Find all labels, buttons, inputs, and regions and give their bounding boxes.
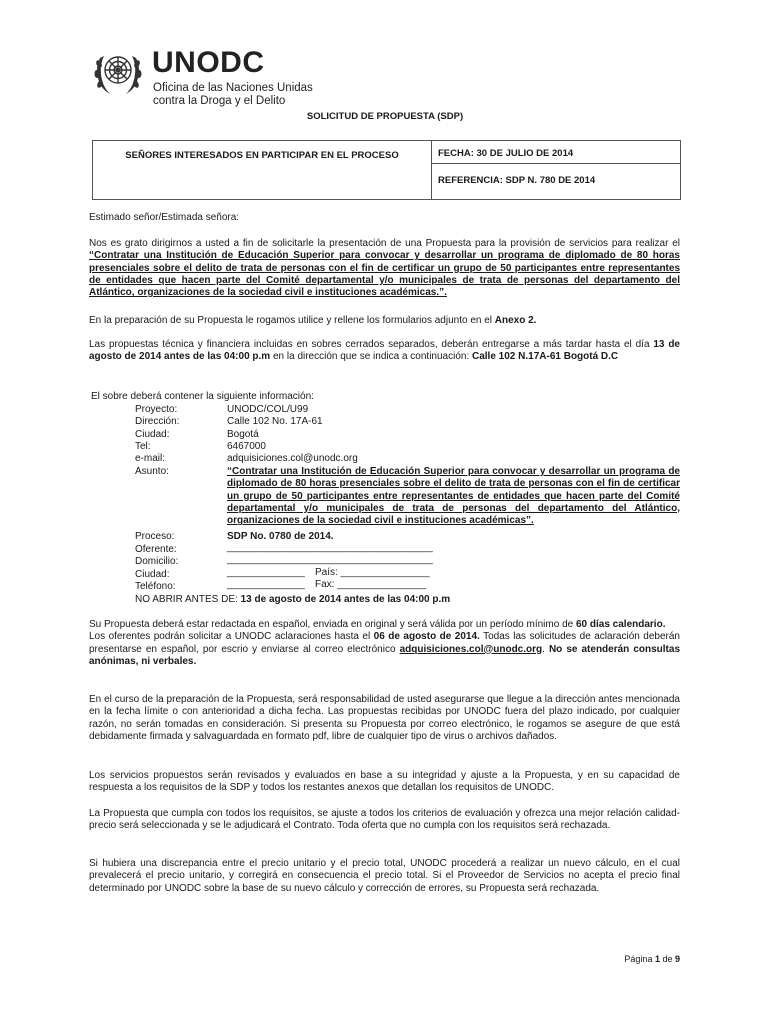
no-abrir-line: NO ABRIR ANTES DE: 13 de agosto de 2014 antes de las 04:00 p.m [135, 594, 451, 605]
date-text: FECHA: 30 DE JULIO DE 2014 [438, 148, 574, 159]
unodc-logo [90, 44, 330, 110]
telefono-field: ______________ [227, 579, 305, 590]
header-table-date-cell [432, 141, 680, 164]
paragraph-anexo: En la preparación de su Propuesta le rogamos utilice y rellene los formularios adjunto en el Anexo 2. [89, 315, 537, 326]
ciudad-value: Bogotá [227, 429, 259, 440]
un-emblem-icon [90, 44, 146, 100]
ciudad2-label: Ciudad: [135, 569, 170, 580]
ciudad-label: Ciudad: [135, 429, 170, 440]
oferente-label: Oferente: [135, 544, 177, 555]
proyecto-label: Proyecto: [135, 404, 178, 415]
paragraph-selection: La Propuesta que cumpla con todos los requisitos, se ajuste a todos los criterios de evaluación y ofrezca una mejor relación calidad-precio será seleccionada y se le adjudicará el Contrato. Toda oferta que no cumpla con los requisitos será rechazada. [89, 808, 680, 832]
proceso-value: SDP No. 0780 de 2014. [227, 531, 334, 542]
proceso-label: Proceso: [135, 531, 175, 542]
email-link[interactable]: adquisiciones.col@unodc.org [399, 643, 543, 655]
domicilio-label: Domicilio: [135, 556, 179, 567]
logo-line-1: Oficina de las Naciones Unidas [153, 82, 313, 94]
oferente-field: _____________________________________ [227, 542, 433, 553]
header-table [92, 140, 681, 200]
logo-line-2: contra la Droga y el Delito [153, 95, 286, 107]
proyecto-value: UNODC/COL/U99 [227, 404, 309, 415]
page-number: Página 1 de 9 [624, 954, 680, 964]
ciudad2-field: ______________ [227, 567, 305, 578]
envelope-intro: El sobre deberá contener la siguiente información: [91, 391, 314, 402]
addressee-text: SEÑORES INTERESADOS EN PARTICIPAR EN EL PROCESO [125, 150, 399, 161]
domicilio-field: _____________________________________ [227, 554, 433, 565]
direccion-value: Calle 102 No. 17A-61 [227, 416, 323, 427]
asunto-value: “Contratar una Institución de Educación Superior para convocar y desarrollar un programa de diplomado de 80 horas presenciales sobre el delito de trata de personas con el fin de certificar un grupo de 50 participantes entre representantes de entidades que hacen parte del Comité departamental y/o municipales de trata de personas del departamento del Atlántico, organizaciones de la sociedad civil e instituciones académicas”. [227, 466, 680, 527]
tel-value: 6467000 [227, 441, 266, 452]
header-table-left-cell [93, 141, 432, 199]
service-title: “Contratar una Institución de Educación Superior para convocar y desarrollar un programa de diplomado de 80 horas presenciales sobre el delito de trata de personas con el fin de certificar un grupo de 50 participantes entre representantes de entidades que hacen parte del Comité departamental y/o municipales de trata de personas del departamento del Atlántico, organizaciones de la sociedad civil e instituciones académicas.”. [89, 250, 680, 299]
reference-text: REFERENCIA: SDP N. 780 DE 2014 [438, 175, 596, 186]
email-value: adquisiciones.col@unodc.org [227, 453, 358, 464]
email-label: e-mail: [135, 453, 166, 464]
greeting: Estimado señor/Estimada señora: [89, 212, 240, 223]
paragraph-discrepancy: Si hubiera una discrepancia entre el precio unitario y el precio total, UNODC procederá a realizar un nuevo cálculo, en el cual prevalecerá el precio unitario, y corregirá en consecuencia el precio total. Si el Proveedor de Servicios no acepta el precio final determinado por UNODC sobre la base de su nuevo cálculo y corrección de errores, su Propuesta será rechazada. [89, 858, 680, 894]
telefono-label: Teléfono: [135, 581, 176, 592]
paragraph-responsibility: En el curso de la preparación de la Propuesta, será responsabilidad de usted asegurarse que llegue a la dirección antes mencionada en la fecha límite o con anterioridad a dicha fecha. Las propuestas recibidas por UNODC fuera del plazo indicado, por cualquier razón, no serán tomadas en consideración. Si presenta su Propuesta por correo electrónico, le rogamos se asegure de que está debidamente firmada y salvaguardada en formato pdf, libre de cualquier tipo de virus o archivos dañados. [89, 694, 680, 742]
logo-wordmark: UNODC [152, 46, 265, 79]
fax-field: Fax: ________________ [315, 579, 427, 590]
paragraph-validity: Su Propuesta deberá estar redactada en español, enviada en original y será válida por un período mínimo de 60 días calendario. Los oferentes podrán solicitar a UNODC aclaraciones hasta el 06 de agosto de 2014. Todas las solicitudes de aclaración deberán presentarse en español, por escrio y enviarse al correo electrónico adquisiciones.col@unodc.org. No se atenderán consultas anónimas, ni verbales. [89, 619, 681, 667]
pais-field: País: ________________ [315, 567, 430, 578]
asunto-label: Asunto: [135, 466, 169, 477]
paragraph-evaluation: Los servicios propuestos serán revisados y evaluados en base a su integridad y ajuste a la Propuesta, y en su capacidad de respuesta a los requisitos de la SDP y todos los restantes anexos que detallan los requisitos de UNODC. [89, 770, 680, 794]
paragraph-intro: Nos es grato dirigirnos a usted a fin de solicitarle la presentación de una Propuesta para la provisión de servicios para realizar el “Contratar una Institución de Educación Superior para convocar y desarrollar un programa de diplomado de 80 horas presenciales sobre el delito de trata de personas con el fin de certificar un grupo de 50 participantes entre representantes de entidades que hacen parte del Comité departamental y/o municipales de trata de personas del departamento del Atlántico, organizaciones de la sociedad civil e instituciones académicas.”. [89, 238, 680, 299]
paragraph-delivery: Las propuestas técnica y financiera incluidas en sobres cerrados separados, deberán entregarse a más tardar hasta el día 13 de agosto de 2014 antes de las 04:00 p.m en la dirección que se indica a continuación: Calle 102 N.17A-61 Bogotá D.C [89, 339, 680, 363]
tel-label: Tel: [135, 441, 151, 452]
document-title: SOLICITUD DE PROPUESTA (SDP) [306, 111, 464, 122]
direccion-label: Dirección: [135, 416, 180, 427]
